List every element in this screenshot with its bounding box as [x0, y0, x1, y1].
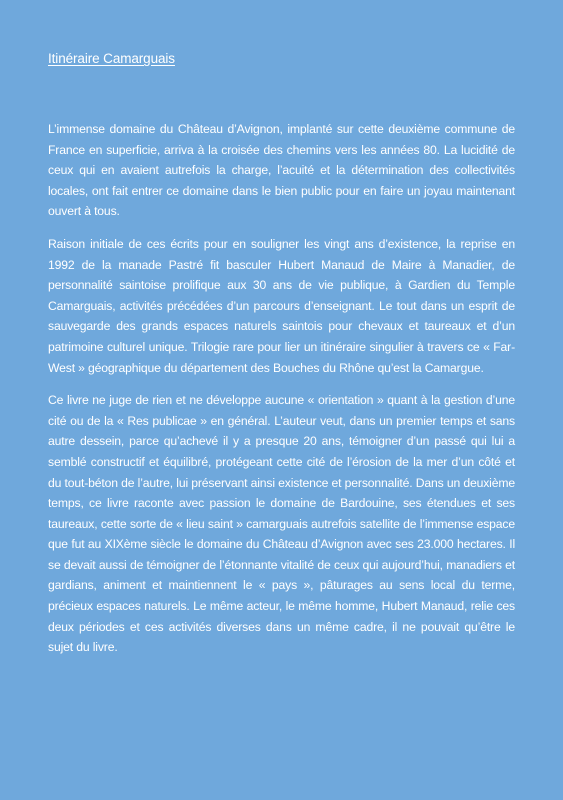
- document-page: [48, 0, 515, 800]
- document-title: Itinéraire Camarguais: [48, 51, 175, 66]
- paragraph-3: Ce livre ne juge de rien et ne développe aucune « orientation » quant à la gestion d’une cité ou de la « Res publicae » en général. L’auteur veut, dans un premier temps et sans autre dessein, parce qu’achevé il y a presque 20 ans, témoigner d’un passé qui lui a semblé constructif et équilibré, protégeant cette cité de l’érosion de la mer d’un côté et du tout-béton de l’autre, lui préservant ainsi existence et personnalité. Dans un deuxième temps, ce livre raconte avec passion le domaine de Bardouine, ses étendues et ses taureaux, cette sorte de « lieu saint » camarguais autrefois satellite de l’immense espace que fut au XIXème siècle le domaine du Château d’Avignon avec ses 23.000 hectares. Il se devait aussi de témoigner de l’étonnante vitalité de ceux qui aujourd’hui, manadiers et gardians, animent et maintiennent le « pays », pâturages au sens local du terme, précieux espaces naturels. Le même acteur, le même homme, Hubert Manaud, relie ces deux périodes et ces activités diverses dans un même cadre, il ne pouvait qu’être le sujet du livre.: [48, 393, 515, 655]
- document-body: [48, 119, 515, 670]
- paragraph-1: L’immense domaine du Château d’Avignon, implanté sur cette deuxième commune de France en superficie, arriva à la croisée des chemins vers les années 80. La lucidité de ceux qui en avaient autrefois la charge, l’acuité et la détermination des collectivités locales, ont fait entrer ce domaine dans le bien public pour en faire un joyau maintenant ouvert à tous.: [48, 122, 515, 219]
- paragraph-2: Raison initiale de ces écrits pour en souligner les vingt ans d’existence, la reprise en 1992 de la manade Pastré fit basculer Hubert Manaud de Maire à Manadier, de personnalité saintoise prolifique aux 30 ans de vie publique, à Gardien du Temple Camarguais, activités précédées d’un parcours d’enseignant. Le tout dans un esprit de sauvegarde des grands espaces naturels saintois pour chevaux et taureaux et d’un patrimoine culturel unique. Trilogie rare pour lier un itinéraire singulier à travers ce « Far-West » géographique du département des Bouches du Rhône qu’est la Camargue.: [48, 236, 515, 375]
